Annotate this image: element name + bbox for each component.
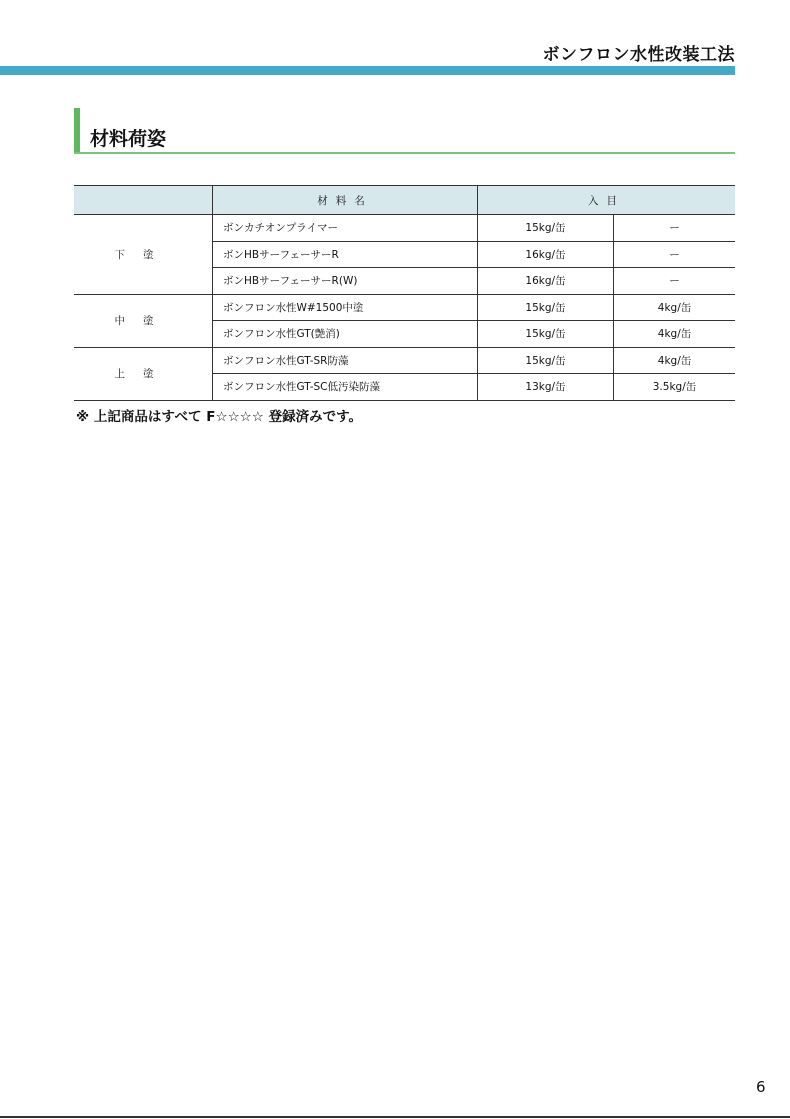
- quantity-sub: 3.5kg/缶: [614, 374, 736, 401]
- quantity-main: 15kg/缶: [478, 215, 614, 242]
- header-quantity: 入目: [478, 186, 736, 215]
- material-name: ボンフロン水性W#1500中塗: [213, 294, 478, 321]
- quantity-sub: ー: [614, 241, 736, 268]
- quantity-main: 15kg/缶: [478, 347, 614, 374]
- section-marker: [74, 108, 80, 154]
- quantity-sub: 4kg/缶: [614, 321, 736, 348]
- table-row: [74, 347, 735, 374]
- quantity-main: 15kg/缶: [478, 321, 614, 348]
- category-cell: 中塗: [74, 294, 213, 347]
- header-category: [74, 186, 213, 215]
- document-header-title: ボンフロン水性改装工法: [542, 45, 735, 65]
- header-bar: [0, 66, 735, 75]
- quantity-sub: ー: [614, 268, 736, 295]
- quantity-main: 15kg/缶: [478, 294, 614, 321]
- quantity-main: 13kg/缶: [478, 374, 614, 401]
- material-name: ボンフロン水性GT-SR防藻: [213, 347, 478, 374]
- material-name: ボンカチオンプライマー: [213, 215, 478, 242]
- material-name: ボンHBサーフェーサーR(W): [213, 268, 478, 295]
- footer-line: [0, 1116, 790, 1118]
- quantity-main: 16kg/缶: [478, 241, 614, 268]
- quantity-main: 16kg/缶: [478, 268, 614, 295]
- material-name: ボンフロン水性GT(艶消): [213, 321, 478, 348]
- registration-note: ※ 上記商品はすべて F☆☆☆☆ 登録済みです。: [76, 409, 363, 425]
- section-title: 材料荷姿: [90, 128, 167, 150]
- quantity-sub: ー: [614, 215, 736, 242]
- quantity-sub: 4kg/缶: [614, 347, 736, 374]
- category-cell: 上塗: [74, 347, 213, 400]
- section-underline: [74, 152, 735, 154]
- page-number: 6: [756, 1078, 766, 1096]
- table-row: [74, 294, 735, 321]
- materials-table: [74, 185, 735, 401]
- category-cell: 下塗: [74, 215, 213, 295]
- header-material-name: 材料名: [213, 186, 478, 215]
- quantity-sub: 4kg/缶: [614, 294, 736, 321]
- material-name: ボンHBサーフェーサーR: [213, 241, 478, 268]
- table-header-row: [74, 186, 735, 215]
- material-name: ボンフロン水性GT-SC低汚染防藻: [213, 374, 478, 401]
- table-row: [74, 215, 735, 242]
